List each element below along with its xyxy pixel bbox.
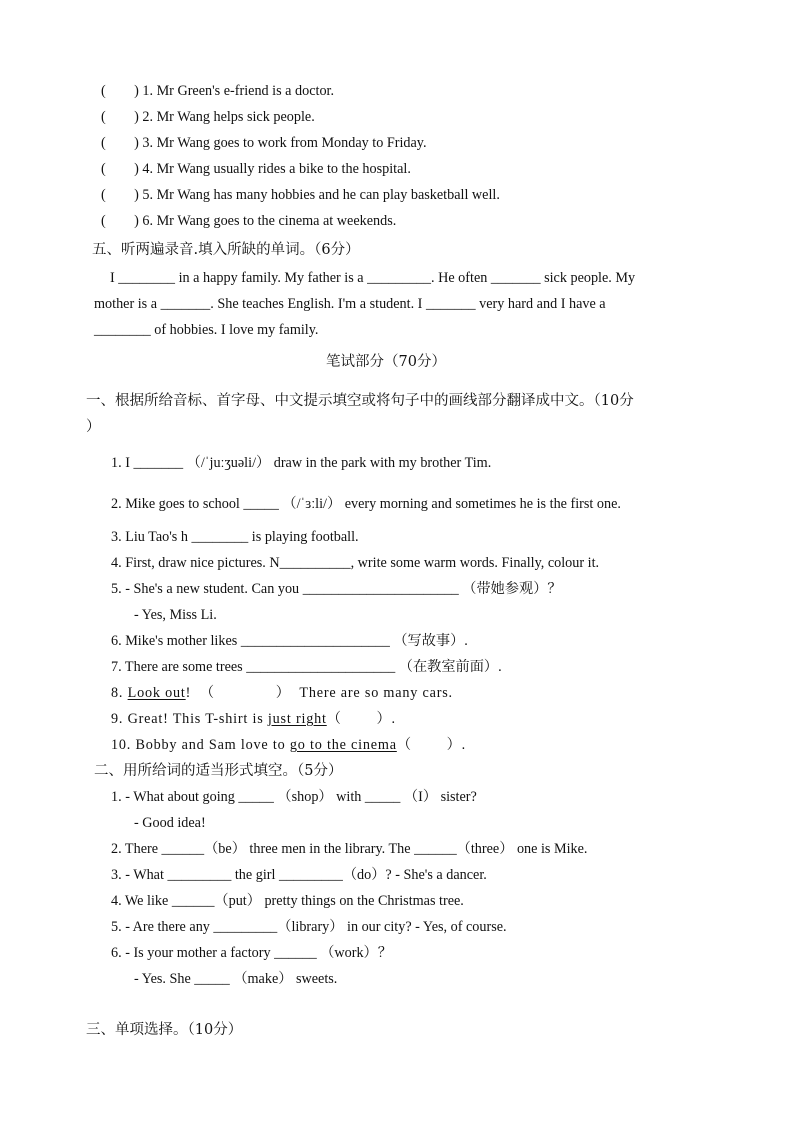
- tf-item-2: ( ) 2. Mr Wang helps sick people.: [101, 109, 315, 125]
- section-5-heading: 五、听两遍录音.填入所缺的单词。（6分）: [92, 242, 360, 258]
- part-a-q1: 1. I _______ （/ˈjuːʒuəli/） draw in the park with my brother Tim.: [111, 455, 492, 471]
- part-a-q2: 2. Mike goes to school _____ （/ˈɜːli/） every morning and sometimes he is the first one.: [111, 496, 621, 512]
- part-a-heading-cont: ）: [86, 419, 101, 435]
- cloze-line-2: mother is a _______. She teaches English. I'm a student. I _______ very hard and I have a: [94, 296, 606, 312]
- underlined-phrase: Look out: [127, 685, 186, 701]
- part-b-q1-answer: - Good idea!: [134, 815, 206, 831]
- written-part-title: 笔试部分（70分）: [326, 354, 446, 370]
- answer-paren: ( ): [101, 213, 139, 229]
- part-a-q10: 10. Bobby and Sam love to go to the cinema（ ）.: [111, 737, 466, 753]
- part-b-q5: 5. - Are there any _________（library） in our city? - Yes, of course.: [111, 919, 507, 935]
- cloze-line-3: ________ of hobbies. I love my family.: [94, 322, 319, 338]
- part-a-q4: 4. First, draw nice pictures. N__________, write some warm words. Finally, colour it.: [111, 555, 600, 571]
- answer-paren: ( ): [101, 109, 139, 125]
- part-a-heading: 一、根据所给音标、首字母、中文提示填空或将句子中的画线部分翻译成中文。（10分: [86, 393, 634, 409]
- part-b-q4: 4. We like ______（put） pretty things on the Christmas tree.: [111, 893, 464, 909]
- tf-item-5: ( ) 5. Mr Wang has many hobbies and he can play basketball well.: [101, 187, 500, 203]
- part-a-q5-answer: - Yes, Miss Li.: [134, 607, 217, 623]
- tf-item-6: ( ) 6. Mr Wang goes to the cinema at weekends.: [101, 213, 397, 229]
- tf-item-1: ( ) 1. Mr Green's e-friend is a doctor.: [101, 83, 335, 99]
- part-a-q9: 9. Great! This T-shirt is just right（ ）.: [111, 711, 396, 727]
- part-b-q6: 6. - Is your mother a factory ______ （work）？: [111, 945, 392, 961]
- answer-paren: ( ): [101, 135, 139, 151]
- part-b-q1: 1. - What about going _____ （shop） with _____ （I） sister?: [111, 789, 477, 805]
- part-b-q2: 2. There ______（be） three men in the library. The ______（three） one is Mike.: [111, 841, 588, 857]
- answer-paren: ( ): [101, 187, 139, 203]
- answer-paren: ( ): [101, 83, 139, 99]
- part-a-q8: 8. Look out! （ ） There are so many cars.: [111, 685, 453, 701]
- underlined-phrase: go to the cinema: [289, 737, 397, 753]
- underlined-phrase: just right: [267, 711, 327, 727]
- tf-item-3: ( ) 3. Mr Wang goes to work from Monday to Friday.: [101, 135, 427, 151]
- part-b-q3: 3. - What _________ the girl _________（do）? - She's a dancer.: [111, 867, 487, 883]
- part-a-q7: 7. There are some trees _____________________ （在教室前面）.: [111, 659, 502, 675]
- part-a-q5: 5. - She's a new student. Can you ______________________ （带她参观）？: [111, 581, 562, 597]
- part-b-heading: 二、用所给词的适当形式填空。（5分）: [94, 763, 343, 779]
- part-b-q6-answer: - Yes. She _____ （make） sweets.: [134, 971, 338, 987]
- cloze-line-1: I ________ in a happy family. My father is a _________. He often _______ sick people. My: [110, 270, 636, 286]
- part-a-q6: 6. Mike's mother likes _____________________ （写故事）.: [111, 633, 468, 649]
- answer-paren: ( ): [101, 161, 139, 177]
- tf-item-4: ( ) 4. Mr Wang usually rides a bike to the hospital.: [101, 161, 411, 177]
- part-c-heading: 三、单项选择。（10分）: [86, 1022, 243, 1038]
- part-a-q3: 3. Liu Tao's h ________ is playing football.: [111, 529, 359, 545]
